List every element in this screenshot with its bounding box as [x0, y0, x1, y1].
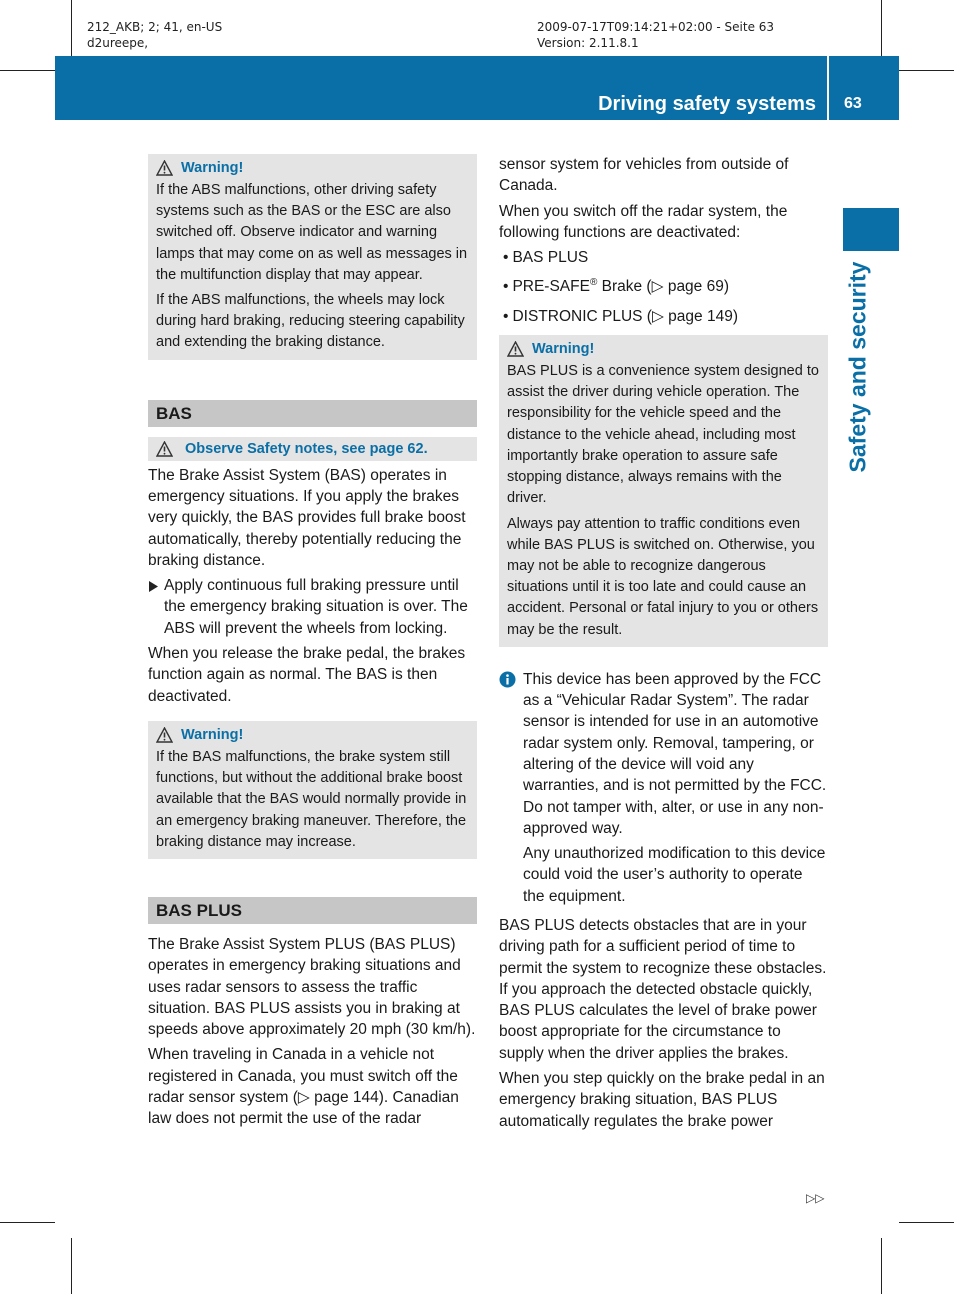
print-meta-right — [537, 19, 774, 51]
chapter-title — [840, 252, 876, 482]
warning-label: Warning! — [532, 341, 595, 358]
chapter-title-text: Safety and security — [844, 261, 871, 473]
heading-bas: BAS — [148, 400, 477, 427]
page-number: 63 — [844, 95, 862, 112]
warning-box — [148, 721, 477, 859]
meta-line: 2009-07-17T09:14:21+02:00 - Seite 63 — [537, 20, 775, 34]
body-paragraph: When traveling in Canada in a vehicle not registered in Canada, you must switch off the radar sensor system (▷ page 144). Canadian law does not permit the use of the radar — [148, 1046, 459, 1128]
warning-triangle-icon — [156, 441, 173, 457]
body-paragraph: The Brake Assist System PLUS (BAS PLUS) operates in emergency braking situations and uses radar sensors to assess the traffic situation. BAS PLUS assists you in braking at speeds above approximately 20 mph (30 km/h). — [148, 935, 476, 1039]
list-item — [499, 247, 828, 268]
info-body — [523, 669, 828, 911]
bullet-dot: • — [503, 249, 509, 267]
list-item-text: BAS PLUS — [512, 249, 589, 267]
crop-mark — [881, 0, 882, 56]
crop-mark — [71, 1238, 72, 1294]
bullet-dot: • — [503, 307, 509, 325]
bullet-dot: • — [503, 278, 509, 296]
list-item-text: DISTRONIC PLUS (▷ page 149) — [512, 307, 738, 325]
warning-label: Warning! — [181, 160, 244, 176]
function-list — [499, 247, 828, 327]
info-note — [499, 669, 828, 911]
right-column — [499, 154, 828, 1136]
pre-safe-name: PRE-SAFE — [512, 278, 590, 296]
warning-box — [499, 335, 828, 647]
step-text: Apply continuous full braking pressure until the emergency braking situation is over. The ABS will prevent the wheels from locking. — [164, 577, 468, 637]
body-paragraph: When you switch off the radar system, the following functions are deactivated: — [499, 202, 788, 241]
warning-label: Warning! — [181, 726, 244, 743]
heading-bas-plus: BAS PLUS — [148, 897, 477, 924]
meta-line: Version: 2.11.8.1 — [537, 36, 639, 50]
crop-mark — [71, 0, 72, 56]
chapter-tab — [843, 208, 899, 251]
continued-marker: ▷▷ — [806, 1191, 825, 1205]
warning-text: BAS PLUS is a convenience system designed to assist the driver during vehicle operation. The responsibility for the vehicle speed and the distance to the vehicle ahead, including most importantly brake operation to assure safe stopping distance, always remains with the driver. — [507, 363, 819, 507]
warning-header — [156, 158, 469, 178]
body-paragraph: When you step quickly on the brake pedal in an emergency braking situation, BAS PLUS automatically regulates the brake power — [499, 1070, 825, 1130]
warning-triangle-icon — [156, 727, 173, 743]
pre-safe-rest: Brake (▷ page 69) — [597, 278, 730, 296]
crop-mark — [0, 1222, 55, 1223]
warning-header — [156, 725, 469, 745]
crop-mark — [899, 1222, 954, 1223]
list-item — [499, 306, 828, 327]
meta-line: 212_AKB; 2; 41, en-US — [87, 20, 223, 34]
info-text: Any unauthorized modification to this device could void the user’s authority to operate the equipment. — [523, 845, 826, 905]
section-title: Driving safety systems — [598, 93, 816, 115]
instruction-step — [148, 575, 477, 639]
safety-notice-text: Observe Safety notes, see page 62. — [185, 440, 428, 457]
warning-text: If the ABS malfunctions, the wheels may lock during hard braking, reducing steering capability and extending the braking distance. — [156, 292, 465, 351]
print-meta-left — [87, 19, 222, 51]
info-icon — [499, 671, 516, 688]
list-item-text — [512, 276, 729, 297]
list-item — [499, 276, 828, 297]
warning-triangle-icon — [156, 160, 173, 176]
body-paragraph: The Brake Assist System (BAS) operates in emergency situations. If you apply the brakes very quickly, the BAS provides full brake boost automatically, thereby potentially reducing the braking distance. — [148, 466, 466, 569]
header-separator — [827, 56, 829, 120]
warning-header — [507, 339, 820, 359]
safety-notice — [148, 437, 477, 461]
step-arrow-icon — [148, 575, 159, 592]
body-paragraph: When you release the brake pedal, the brakes function again as normal. The BAS is then deactivated. — [148, 645, 466, 705]
warning-text: If the ABS malfunctions, other driving safety systems such as the BAS or the ESC are also switched off. Observe indicator and warning lamps that may come on as well as messages in the multifunction display that may appear. — [156, 182, 468, 283]
warning-text: Always pay attention to traffic conditions even while BAS PLUS is switched on. Otherwise, you may not be able to recognize dangerous situations until it is too late and could cause an accident. Personal or fatal injury to you or others may be the result. — [507, 515, 819, 638]
left-column — [148, 154, 477, 1134]
warning-box — [148, 154, 477, 360]
crop-mark — [0, 70, 55, 71]
crop-mark — [881, 1238, 882, 1294]
crop-mark — [899, 70, 954, 71]
body-paragraph: BAS PLUS detects obstacles that are in your driving path for a sufficient period of time to permit the system to recognize these obstacles. If you approach the detected obstacle quickly, BAS PLUS calculates the level of brake power boost appropriate for the circumstance to supply when the driver applies the brakes. — [499, 916, 827, 1062]
meta-line: d2ureepe, — [87, 36, 149, 50]
warning-triangle-icon — [507, 341, 524, 357]
body-paragraph: sensor system for vehicles from outside of Canada. — [499, 156, 789, 195]
info-text: This device has been approved by the FCC as a “Vehicular Radar System”. The radar sensor is intended for use in an automotive radar system only. Removal, tampering, or altering of the device will void any warranties, and is not permitted by the FCC. Do not tamper with, alter, or use in any non-approved way. — [523, 670, 827, 837]
registered-mark: ® — [589, 277, 598, 289]
warning-text: If the BAS malfunctions, the brake system still functions, but without the additional brake boost available that the BAS would normally provide in an emergency braking maneuver. Therefore, the braking distance may increase. — [156, 748, 467, 850]
